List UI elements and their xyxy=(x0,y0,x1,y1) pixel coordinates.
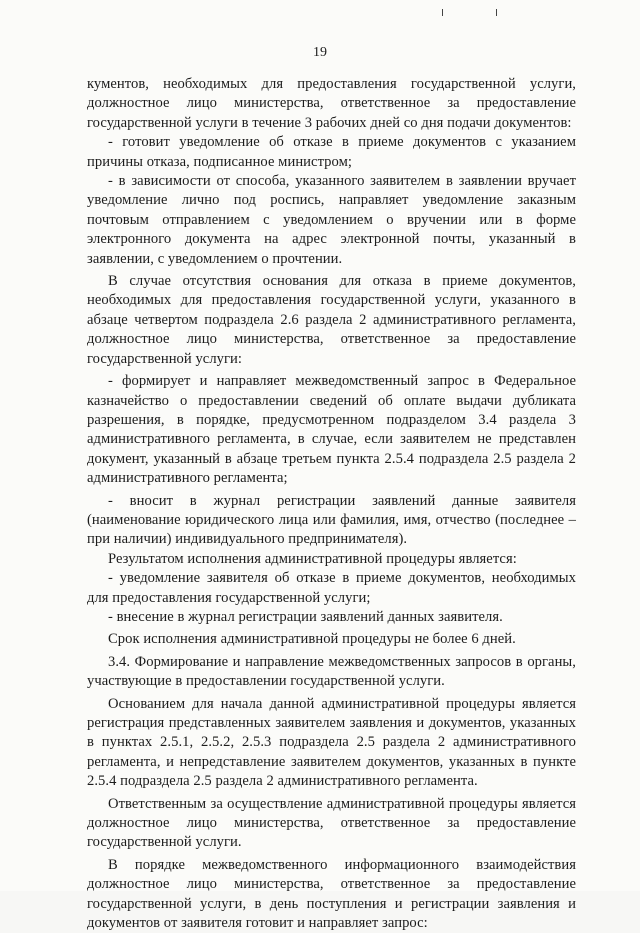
list-item-result-journal: - внесение в журнал регистрации заявлений данных заявителя. xyxy=(108,608,503,625)
list-item-delivery: - в зависимости от способа, указанного заявителем в заявлении вручает уведомление лично под роспись, направляет уведомление заказным почтовым отправлением с уведомлением о вручении или в форме электронного документа на адрес электронной почты, указанный в заявлении, с уведомлением о прочтении. xyxy=(87,173,576,267)
list-item-journal-entry: - вносит в журнал регистрации заявлений данные заявителя (наименование юридического лица или фамилия, имя, отчество (последнее – при наличии) индивидуального предпринимателя). xyxy=(87,492,576,548)
list-item-interagency-request: - формирует и направляет межведомственный запрос в Федеральное казначейство о предоставлении сведений об оплате выдачи дубликата разрешения, в порядке, предусмотренном подразделом 3.4 раздела 3 административного регламента, в случае, если заявителем не представлен документ, указанный в абзаце третьем пункта 2.5.4 подраздела 2.5 раздела 2 административного регламента; xyxy=(87,373,576,487)
paragraph-continuation: кументов, необходимых для предоставления государственной услуги, должностное лицо министерства, ответственное за предоставление государственной услуги в течение 3 рабочих дней со дня подачи документов: xyxy=(87,76,576,131)
paragraph-no-refusal: В случае отсутствия основания для отказа в приеме документов, необходимых для предоставления государственной услуги, указанного в абзаце четвертом подраздела 2.6 раздела 2 административного регламента, должностное лицо министерства, ответственное за предоставление государственной услуги: xyxy=(87,273,576,367)
paragraph-deadline: Срок исполнения административной процедуры не более 6 дней. xyxy=(108,631,516,648)
scan-mark xyxy=(496,9,497,16)
paragraph-responsible: Ответственным за осуществление административной процедуры является должностное лицо министерства, ответственное за предоставление государственной услуги. xyxy=(87,795,576,851)
list-item-notice: - готовит уведомление об отказе в приеме документов с указанием причины отказа, подписанное министром; xyxy=(87,134,576,170)
list-item-result-notice: - уведомление заявителя об отказе в приеме документов, необходимых для предоставления государственной услуги; xyxy=(87,570,576,606)
page-number: 19 xyxy=(313,45,327,60)
section-heading-3-4: 3.4. Формирование и направление межведомственных запросов в органы, участвующие в предоставлении государственной услуги. xyxy=(87,653,576,690)
scan-mark xyxy=(442,9,443,16)
paragraph-result: Результатом исполнения административной процедуры является: xyxy=(108,550,517,567)
document-body xyxy=(87,75,576,933)
paragraph-interaction: В порядке межведомственного информационного взаимодействия должностное лицо министерства, ответственное за предоставление государственной услуги, в день поступления и регистрации заявления и документов от заявителя готовит и направляет запрос: xyxy=(87,856,576,932)
paragraph-basis: Основанием для начала данной административной процедуры является регистрация представленных заявителем заявления и документов, указанных в пунктах 2.5.1, 2.5.2, 2.5.3 подраздела 2.5 раздела 2 административного регламента, и непредставление заявителем документов, указанных в пункте 2.5.4 подраздела 2.5 раздела 2 административного регламента. xyxy=(87,695,576,790)
